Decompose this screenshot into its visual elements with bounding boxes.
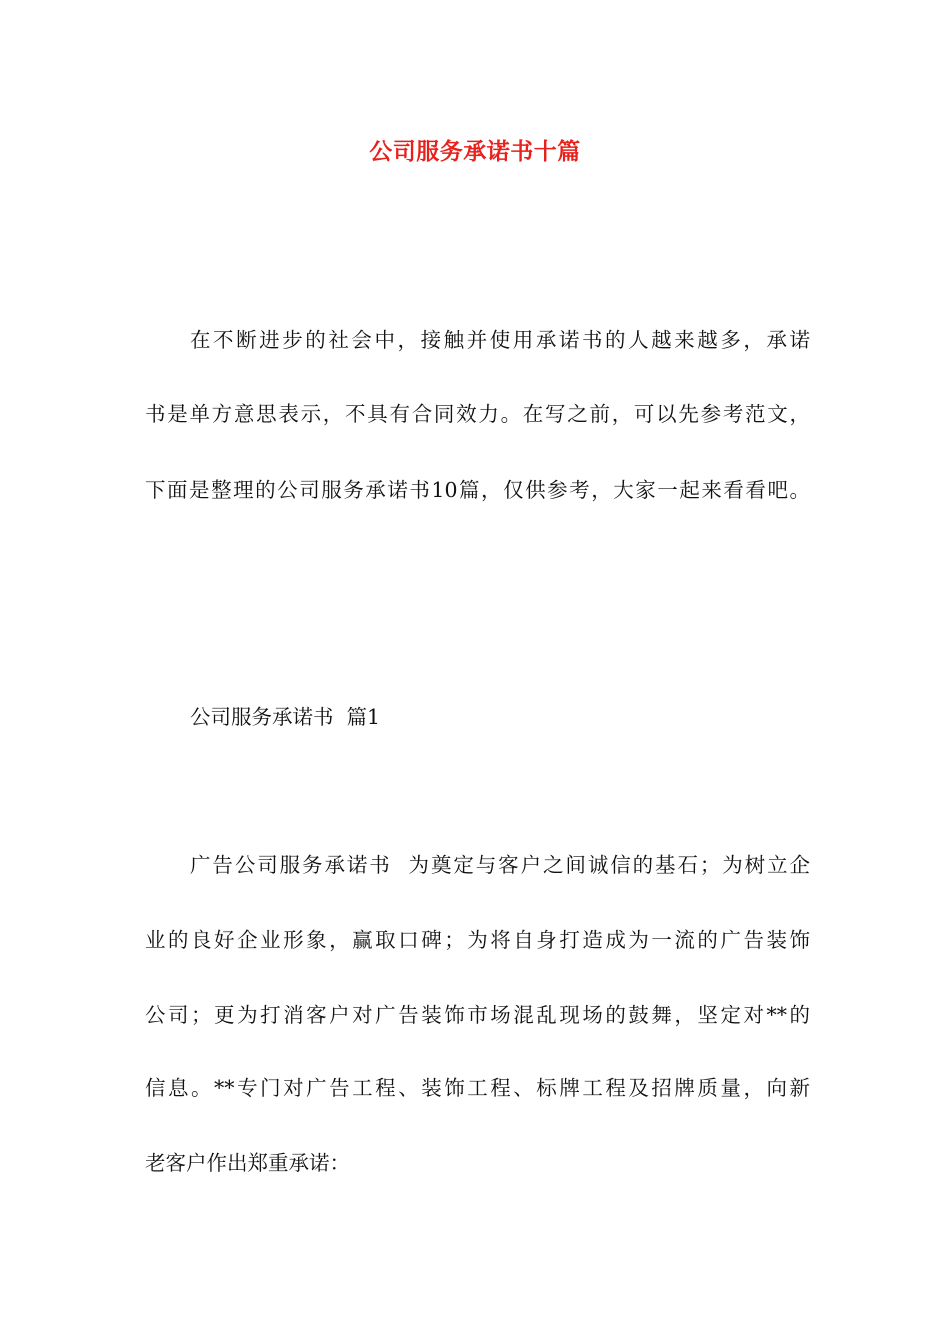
section-heading: 公司服务承诺书 篇1 [190, 705, 381, 729]
body-line-4: 信息。**专门对广告工程、装饰工程、标牌工程及招牌质量，向新 [145, 1076, 810, 1100]
body-line-3: 公司；更为打消客户对广告装饰市场混乱现场的鼓舞，坚定对**的 [145, 1003, 810, 1027]
intro-line-2: 书是单方意思表示，不具有合同效力。在写之前，可以先参考范文， [145, 402, 810, 426]
body-line-5: 老客户作出郑重承诺： [145, 1151, 350, 1175]
body-line-1: 广告公司服务承诺书 为奠定与客户之间诚信的基石；为树立企 [190, 853, 810, 877]
intro-line-3: 下面是整理的公司服务承诺书10篇，仅供参考，大家一起来看看吧。 [145, 478, 810, 502]
intro-line-1: 在不断进步的社会中，接触并使用承诺书的人越来越多，承诺 [190, 328, 810, 352]
body-line-2: 业的良好企业形象，赢取口碑；为将自身打造成为一流的广告装饰 [145, 928, 810, 952]
document-title: 公司服务承诺书十篇 [369, 138, 581, 165]
